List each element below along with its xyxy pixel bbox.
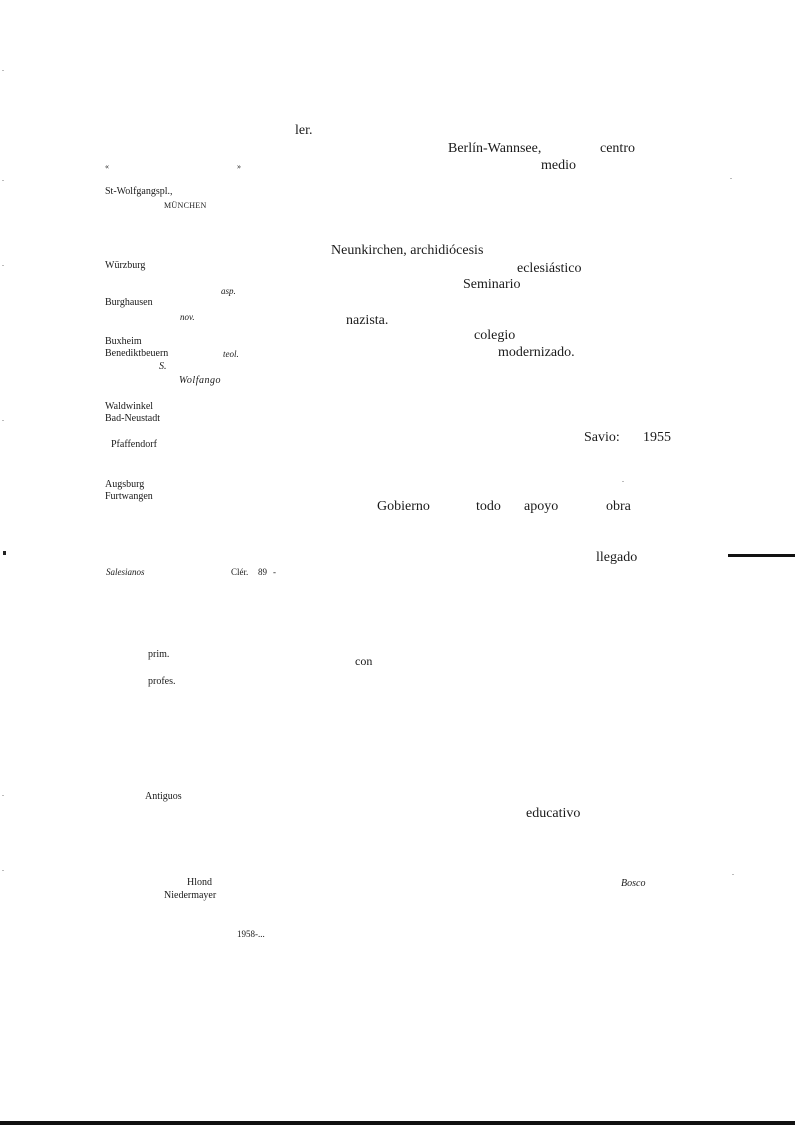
scan-speck	[2, 870, 4, 871]
scan-speck	[732, 874, 734, 875]
scan-speck	[2, 420, 4, 421]
text-hlond: Hlond	[187, 877, 212, 888]
text-modernizado: modernizado.	[498, 345, 575, 360]
text-apoyo: apoyo	[524, 499, 559, 514]
text-cler: Clér.	[231, 567, 249, 577]
text-savio: Savio:	[584, 430, 620, 445]
quote-open: «	[105, 162, 109, 171]
text-antiguos: Antiguos	[145, 791, 182, 802]
quote-close: »	[237, 162, 241, 171]
text-burghausen: Burghausen	[105, 297, 153, 308]
text-con: con	[355, 654, 373, 668]
text-nazista: nazista.	[346, 313, 389, 328]
text-s: S.	[159, 361, 167, 372]
text-nov: nov.	[180, 312, 195, 322]
text-buxheim: Buxheim	[105, 336, 142, 347]
text-todo: todo	[476, 499, 501, 514]
text-augsburg: Augsburg	[105, 479, 145, 490]
text-educativo: educativo	[526, 806, 581, 821]
text-bad-neustadt: Bad-Neustadt	[105, 413, 160, 424]
scan-speck	[2, 265, 4, 266]
text-medio: medio	[541, 158, 576, 173]
scan-speck	[622, 481, 624, 482]
text-dash: -	[273, 567, 276, 577]
text-teol: teol.	[223, 349, 239, 359]
text-year-1955: 1955	[643, 430, 671, 445]
text-year-1958: 1958-...	[237, 929, 265, 939]
text-eclesiastico: eclesiástico	[517, 261, 582, 276]
text-prim: prim.	[148, 649, 170, 660]
scan-speck	[2, 180, 4, 181]
text-obra: obra	[606, 499, 631, 514]
text-colegio: colegio	[474, 328, 516, 343]
text-gobierno: Gobierno	[377, 499, 430, 514]
text-salesianos: Salesianos	[106, 567, 145, 577]
text-centro: centro	[600, 141, 635, 156]
text-waldwinkel: Waldwinkel	[105, 401, 154, 412]
left-edge-mark	[3, 551, 6, 555]
text-ler: ler.	[295, 123, 313, 138]
scan-speck	[2, 795, 4, 796]
text-pfaffendorf: Pfaffendorf	[111, 439, 157, 450]
text-wolfango: Wolfango	[179, 375, 221, 386]
text-seminario: Seminario	[463, 277, 521, 292]
text-berlin-wannsee: Berlín-Wannsee,	[448, 141, 542, 156]
bottom-rule	[0, 1121, 795, 1125]
text-wurzburg: Würzburg	[105, 260, 146, 271]
text-munchen: MÜNCHEN	[164, 201, 207, 210]
horizontal-rule-right	[728, 554, 795, 557]
text-profes: profes.	[148, 676, 176, 687]
text-address: St-Wolfgangspl.,	[105, 186, 173, 197]
text-llegado: llegado	[596, 550, 638, 565]
scan-speck	[2, 70, 4, 71]
text-benediktbeuern: Benediktbeuern	[105, 348, 169, 359]
scan-speck	[730, 178, 732, 179]
text-bosco: Bosco	[621, 878, 646, 889]
text-niedermayer: Niedermayer	[164, 890, 217, 901]
text-neunkirchen: Neunkirchen, archidiócesis	[331, 243, 484, 258]
text-cler-number: 89	[258, 567, 267, 577]
text-asp: asp.	[221, 286, 236, 296]
text-furtwangen: Furtwangen	[105, 491, 153, 502]
